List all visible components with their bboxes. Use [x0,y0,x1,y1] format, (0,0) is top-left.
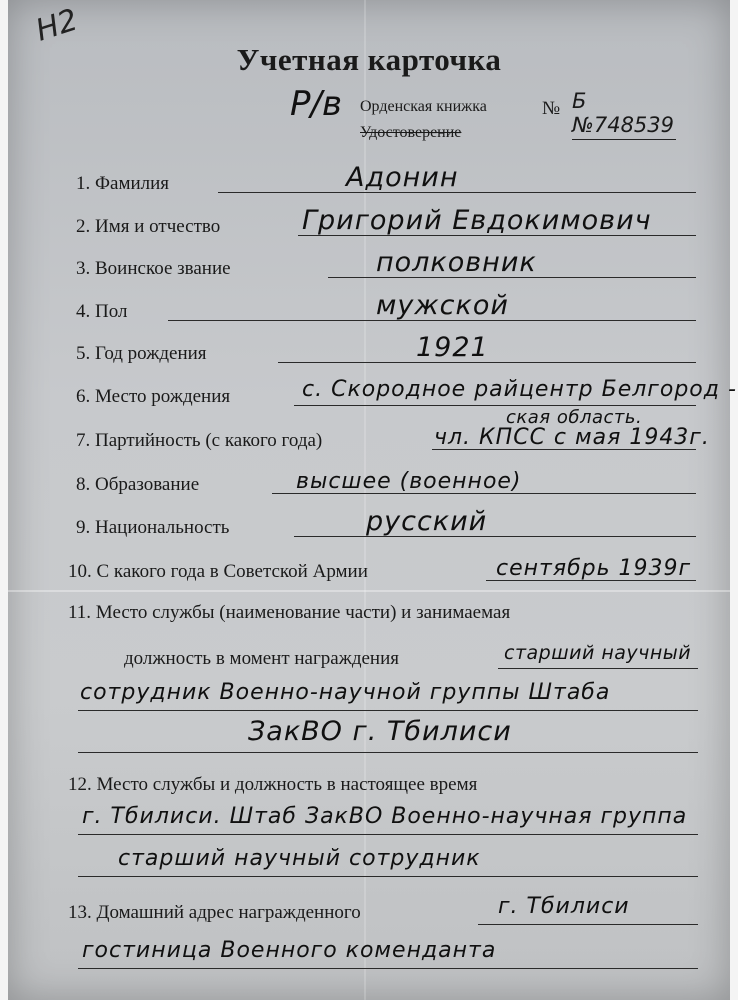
doc-type-certificate-struck: Удостоверение [360,124,462,141]
field-birth-year [76,325,696,369]
field-current-service [68,772,698,882]
field-label: 12. Место службы и должность в настоящее время [68,774,478,795]
fill-line [78,710,698,711]
fill-line [294,536,696,537]
document-number: Б №748539 [572,89,676,140]
field-label: 11. Место службы (наименование части) и занимаемая [68,602,511,623]
field-label: 3. Воинское звание [76,258,231,279]
field-value: старший научный [504,642,692,664]
field-value: Григорий Евдокимович [302,205,652,236]
field-label: 13. Домашний адрес награжденного [68,902,361,923]
field-name-patronymic [76,198,696,242]
field-label-continued: должность в момент награждения [124,648,400,669]
field-label: 6. Место рождения [76,386,231,407]
field-service-at-award [68,596,698,756]
number-label: № [542,98,561,119]
field-sex [76,283,696,327]
field-label: 7. Партийность (с какого года) [76,430,323,451]
fill-line [498,668,698,669]
field-nationality [76,499,696,543]
field-value-line2: сотрудник Военно-научной группы Штаба [80,680,611,705]
field-value: с. Скородное райцентр Белгород - [302,377,737,402]
field-label: 4. Пол [76,301,128,322]
field-rank [76,240,696,284]
field-birthplace [76,368,737,428]
fill-line [78,876,698,877]
fill-line [78,834,698,835]
doc-type-order-book: Орденская книжка [360,98,487,115]
field-education [76,456,696,500]
field-label: 9. Национальность [76,517,230,538]
field-label: 10. С какого года в Советской Армии [68,561,368,582]
field-label: 5. Год рождения [76,343,207,364]
field-value: полковник [376,247,537,278]
field-value: русский [366,506,488,537]
field-party [76,412,710,456]
field-value: высшее (военное) [296,469,522,494]
fill-line [78,752,698,753]
fill-line [478,924,698,925]
field-surname [76,155,696,199]
field-value: мужской [376,290,509,321]
field-value-line3: ЗакВО г. Тбилиси [248,716,512,747]
field-value: г. Тбилиси [498,894,630,919]
corner-handwritten-mark: Н2 [31,2,83,49]
field-value: 1921 [416,332,489,363]
field-value-continued: ская область. [506,407,643,428]
field-label: 8. Образование [76,474,200,495]
field-value: чл. КПСС с мая 1943г. [434,425,710,450]
field-value: г. Тбилиси. Штаб ЗакВО Военно-научная группа [82,804,688,829]
field-home-address [68,890,698,990]
field-label: 2. Имя и отчество [76,216,221,237]
field-value: сентябрь 1939г [496,556,692,581]
fill-line [294,405,696,406]
field-value: Адонин [346,162,459,193]
record-card [8,0,737,1000]
field-value-line2: гостиница Военного коменданта [82,938,497,963]
fold-line [8,590,730,592]
field-value-line2: старший научный сотрудник [118,846,481,871]
handwritten-rv-mark: Р/в [290,84,342,124]
fill-line [78,968,698,969]
field-army-since [68,543,696,587]
card-title: Учетная карточка [236,42,502,77]
field-label: 1. Фамилия [76,173,170,194]
